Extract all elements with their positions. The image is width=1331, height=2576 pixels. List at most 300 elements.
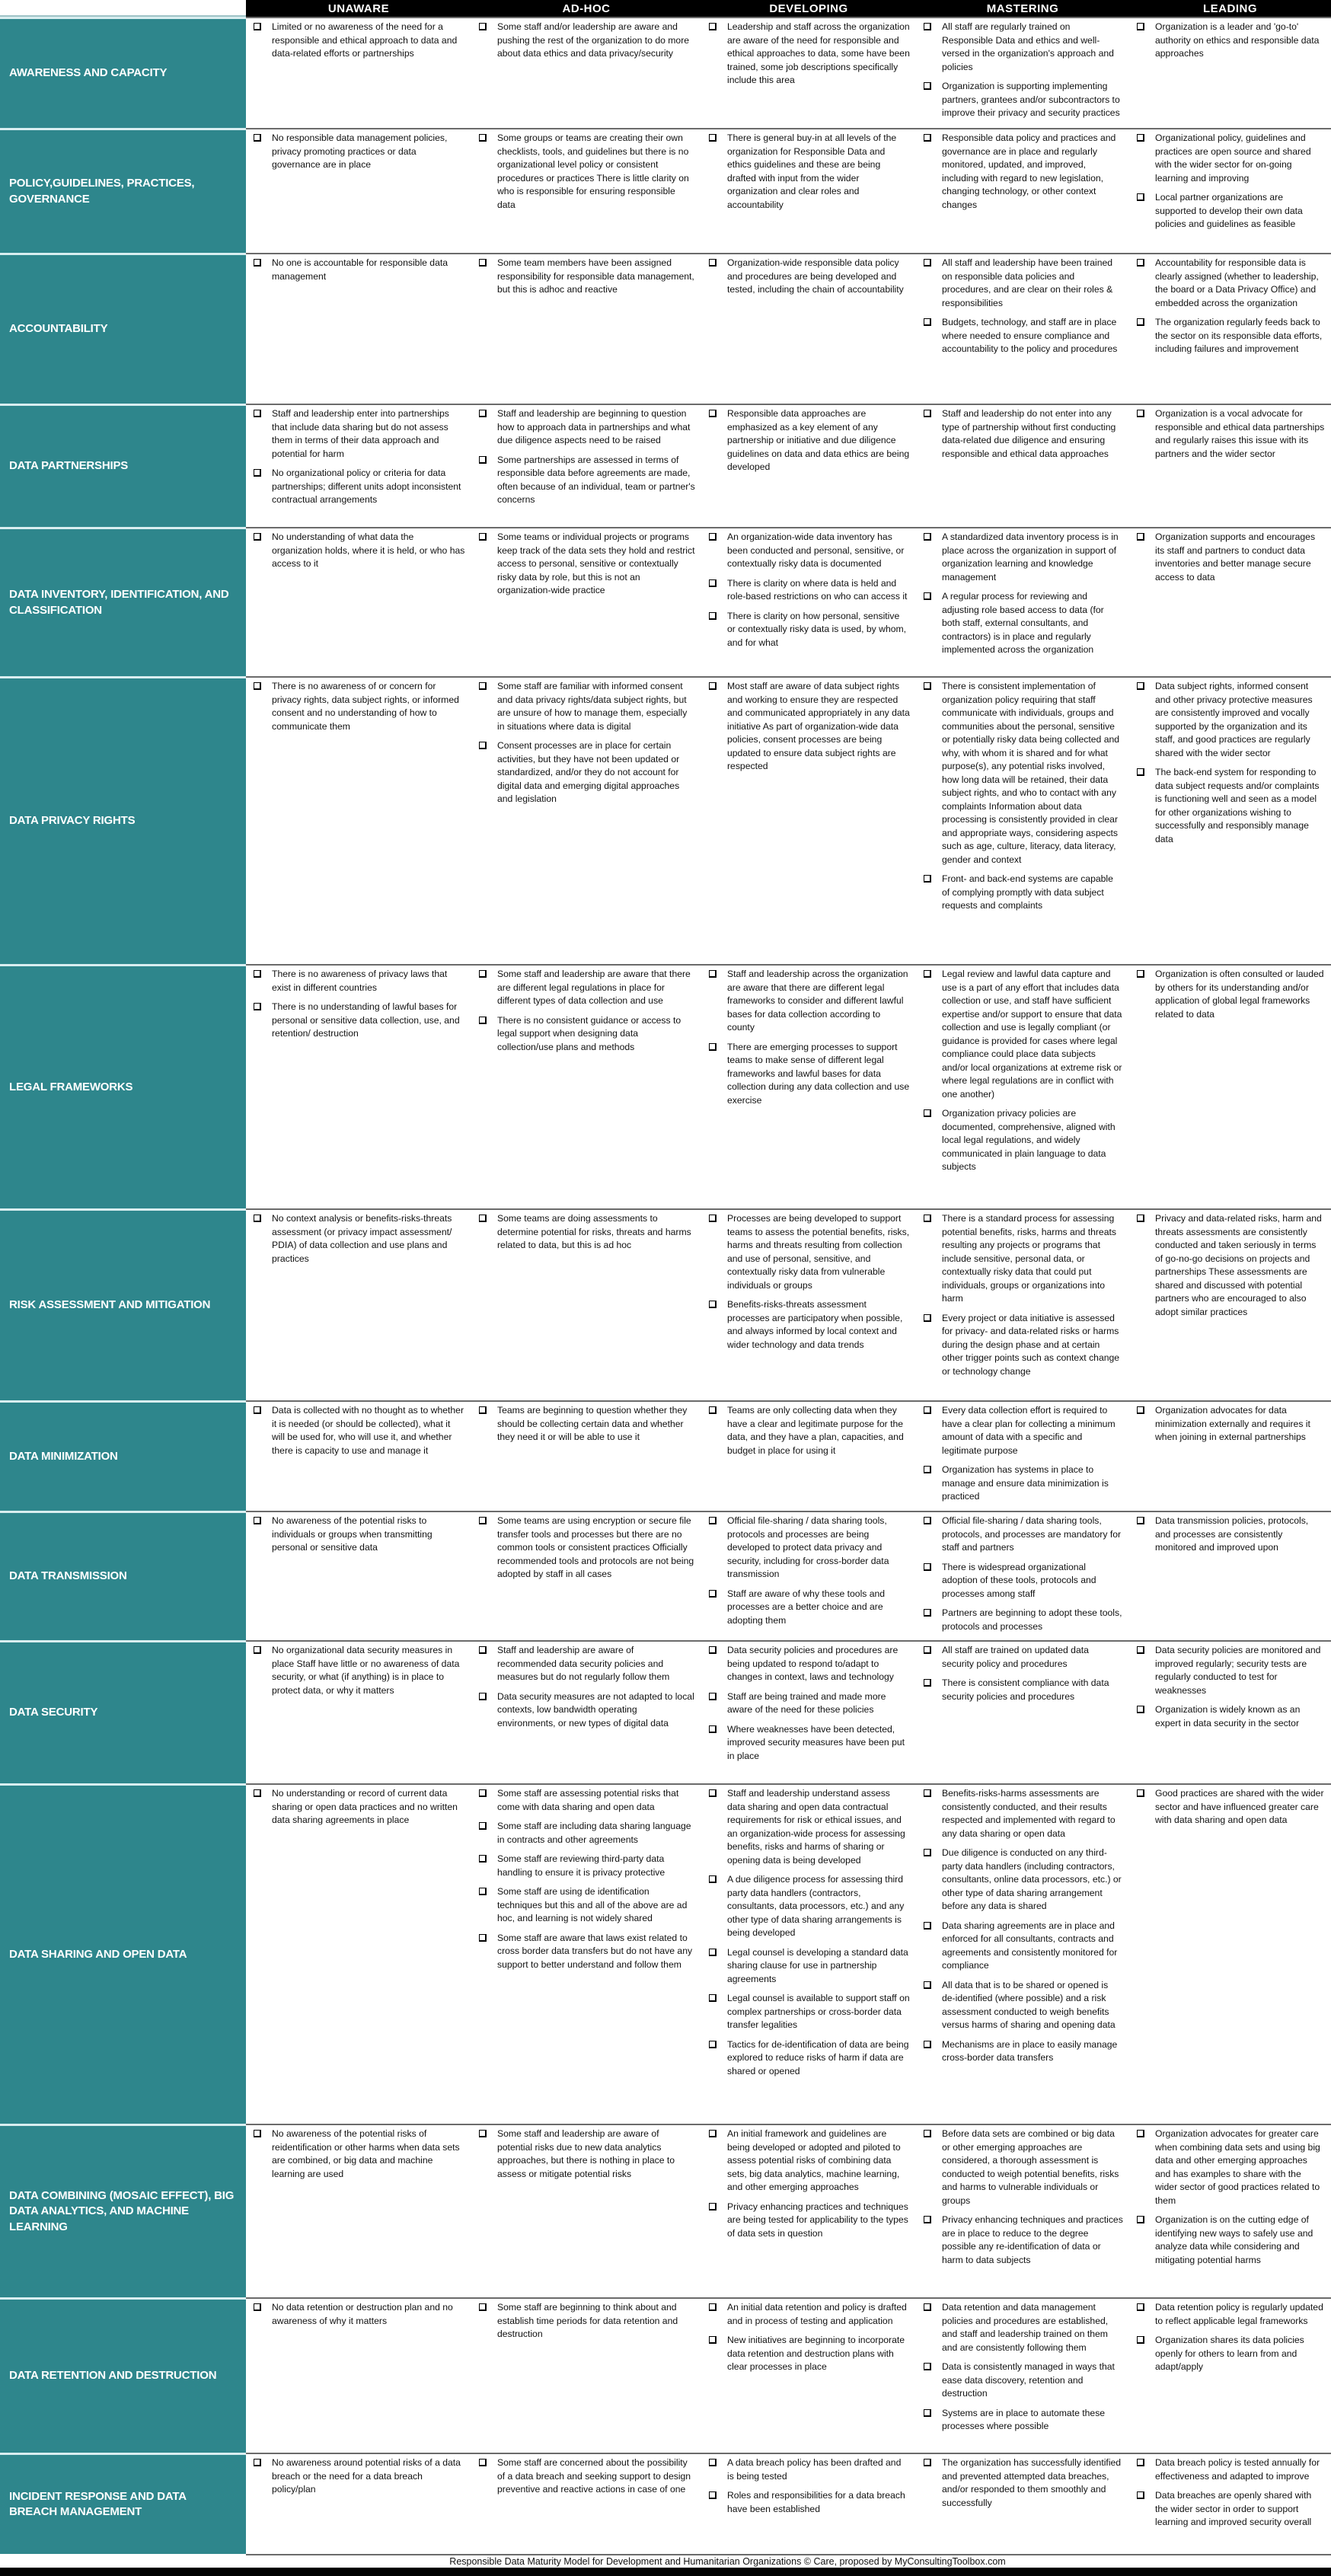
criterion-text: No understanding of what data the organization holds, where it is held, or who has access to it: [272, 531, 465, 569]
checkbox-icon[interactable]: [1137, 318, 1144, 326]
checkbox-icon[interactable]: [1137, 1706, 1144, 1713]
checkbox-icon[interactable]: [709, 2336, 717, 2344]
level-cell-leading: [1129, 1640, 1331, 1783]
checkbox-icon[interactable]: [709, 1949, 717, 1956]
criterion-item: [922, 1607, 1123, 1633]
checkbox-icon[interactable]: [1137, 134, 1144, 142]
criterion-item: [252, 1404, 465, 1457]
checkbox-icon[interactable]: [924, 1679, 931, 1687]
level-cell-mastering: [916, 128, 1129, 253]
checkbox-icon[interactable]: [254, 1517, 261, 1524]
checkbox-icon[interactable]: [709, 1789, 717, 1797]
checkbox-icon[interactable]: [254, 1646, 261, 1654]
criterion-text: Benefits-risks-harms assessments are consistently conducted, and their results respected and implemented with regard to any data sharing or open data: [942, 1788, 1116, 1839]
criterion-item: [477, 1212, 695, 1253]
table-row: [0, 527, 1331, 676]
checkbox-icon[interactable]: [479, 1934, 487, 1942]
checkbox-icon[interactable]: [924, 1789, 931, 1797]
checkbox-icon[interactable]: [1137, 1517, 1144, 1524]
criterion-text: No responsible data management policies, privacy promoting practices or data governance are in place: [272, 132, 448, 170]
checkbox-icon[interactable]: [709, 2203, 717, 2211]
criterion-text: Roles and responsibilities for a data breach have been established: [727, 2490, 905, 2514]
checkbox-icon[interactable]: [479, 1888, 487, 1895]
criterion-text: Organization privacy policies are documented, comprehensive, aligned with local legal regulations, and widely communicated in plain language to data subjects: [942, 1108, 1116, 1172]
checkbox-icon[interactable]: [254, 2303, 261, 2311]
checkbox-icon[interactable]: [1137, 2491, 1144, 2499]
criterion-item: [707, 1298, 910, 1352]
checkbox-icon[interactable]: [924, 23, 931, 30]
checkbox-icon[interactable]: [1137, 410, 1144, 417]
dimension-label: INCIDENT RESPONSE AND DATA BREACH MANAGEMENT: [0, 2453, 246, 2554]
checkbox-icon[interactable]: [924, 875, 931, 883]
checkbox-icon[interactable]: [709, 579, 717, 587]
criterion-text: Privacy and data-related risks, harm and threats assessments are consistently conducted and taken seriously in terms of go-no-go decisions on projects and partnerships These assessments are shared and discussed with potential partners who are encouraged to also adopt similar practices: [1155, 1213, 1322, 1317]
criterion-item: [477, 407, 695, 448]
level-cell-unaware: [246, 128, 471, 253]
table-row: [0, 404, 1331, 527]
checkbox-icon[interactable]: [709, 1406, 717, 1414]
level-cell-unaware: [246, 2453, 471, 2554]
criterion-item: [707, 2201, 910, 2241]
dimension-label: DATA COMBINING (MOSAIC EFFECT), BIG DATA ANALYTICS, AND MACHINE LEARNING: [0, 2124, 246, 2297]
checkbox-icon[interactable]: [709, 1875, 717, 1883]
checkbox-icon[interactable]: [924, 1215, 931, 1222]
checkbox-icon[interactable]: [479, 533, 487, 541]
criterion-text: Organization has systems in place to manage and ensure data minimization is practiced: [942, 1464, 1109, 1502]
checkbox-icon[interactable]: [709, 682, 717, 690]
criterion-text: There is clarity on where data is held and role-based restrictions on who can access it: [727, 577, 908, 602]
checkbox-icon[interactable]: [924, 1849, 931, 1856]
criterion-text: All staff are regularly trained on Responsible Data and ethics and well-versed in the organization's approach and policies: [942, 21, 1114, 72]
level-cell-leading: [1129, 1400, 1331, 1511]
checkbox-icon[interactable]: [479, 970, 487, 978]
header-row: [0, 0, 1331, 17]
criterion-item: [477, 531, 695, 598]
dimension-label: DATA TRANSMISSION: [0, 1511, 246, 1640]
checkbox-icon[interactable]: [254, 1003, 261, 1010]
criterion-item: [1135, 531, 1325, 584]
criterion-text: Consent processes are in place for certain activities, but they have not been updated or standardized, and/or they do not account for digital data and emerging digital approaches and legislation: [497, 740, 680, 804]
criterion-text: Local partner organizations are supported to develop their own data policies and guidelines as feasible: [1155, 192, 1303, 229]
criterion-item: [252, 1212, 465, 1266]
checkbox-icon[interactable]: [254, 259, 261, 267]
criterion-item: [252, 1515, 465, 1555]
criterion-text: Staff and leadership across the organization are aware that there are different legal frameworks to consider and different lawful bases for data collection according to county: [727, 969, 908, 1033]
checkbox-icon[interactable]: [709, 533, 717, 541]
checkbox-icon[interactable]: [254, 533, 261, 541]
checkbox-icon[interactable]: [479, 1855, 487, 1863]
checkbox-icon[interactable]: [479, 1789, 487, 1797]
level-cell-leading: [1129, 1511, 1331, 1640]
checkbox-icon[interactable]: [709, 1517, 717, 1524]
criterion-text: Some staff and leadership are aware of potential risks due to new data analytics approaches, but there is nothing in place to assess or mitigate potential risks: [497, 2128, 675, 2179]
criterion-text: There is no awareness of privacy laws that exist in different countries: [272, 969, 448, 993]
criterion-item: [922, 2407, 1123, 2434]
criterion-text: There are emerging processes to support teams to make sense of different legal frameworks and lawful bases for data collection during any data collection and use exercise: [727, 1041, 910, 1106]
level-cell-developing: [701, 253, 916, 404]
checkbox-icon[interactable]: [479, 682, 487, 690]
checkbox-icon[interactable]: [254, 1215, 261, 1222]
checkbox-icon[interactable]: [479, 23, 487, 30]
criterion-item: [477, 132, 695, 212]
checkbox-icon[interactable]: [479, 259, 487, 267]
checkbox-icon[interactable]: [479, 1646, 487, 1654]
checkbox-icon[interactable]: [709, 1301, 717, 1308]
criterion-text: An initial data retention and policy is drafted and in process of testing and application: [727, 2302, 907, 2326]
checkbox-icon[interactable]: [1137, 2216, 1144, 2223]
checkbox-icon[interactable]: [924, 533, 931, 541]
checkbox-icon[interactable]: [1137, 1646, 1144, 1654]
criterion-text: No organizational policy or criteria for data partnerships; different units adopt inconsistent contractual arrangements: [272, 468, 461, 505]
level-cell-mastering: [916, 2297, 1129, 2453]
criterion-text: Some groups or teams are creating their own checklists, tools, and guidelines but there is no organizational level policy or consistent procedures or practices There is little clarity on who is responsible for ensuring responsible data: [497, 132, 689, 210]
checkbox-icon[interactable]: [254, 1406, 261, 1414]
checkbox-icon[interactable]: [709, 2130, 717, 2137]
criterion-text: Organization-wide responsible data policy and procedures are being developed and tested, including the chain of accountability: [727, 257, 904, 295]
level-cell-ad-hoc: [471, 404, 701, 527]
criterion-item: [1135, 191, 1325, 231]
criterion-text: Organization is a leader and 'go-to' authority on ethics and responsible data approaches: [1155, 21, 1320, 59]
level-cell-unaware: [246, 17, 471, 128]
criterion-item: [1135, 1644, 1325, 1697]
criterion-text: No one is accountable for responsible data management: [272, 257, 448, 282]
checkbox-icon[interactable]: [479, 1017, 487, 1024]
checkbox-icon[interactable]: [709, 1994, 717, 2002]
criterion-text: Responsible data policy and practices and governance are in place and regularly monitored, updated, and improved, including with regard to new legislation, changing technology, or other context changes: [942, 132, 1116, 210]
checkbox-icon[interactable]: [709, 970, 717, 978]
criterion-text: Some staff are familiar with informed consent and data privacy rights/data subject rights, but are unsure of how to manage them, especially in situations where data is digital: [497, 681, 688, 732]
checkbox-icon[interactable]: [479, 2459, 487, 2466]
criterion-item: [922, 2038, 1123, 2065]
checkbox-icon[interactable]: [924, 82, 931, 90]
checkbox-icon[interactable]: [924, 682, 931, 690]
level-header-unaware: UNAWARE: [246, 0, 471, 17]
checkbox-icon[interactable]: [254, 469, 261, 477]
level-cell-leading: [1129, 253, 1331, 404]
level-cell-developing: [701, 676, 916, 964]
criterion-text: Limited or no awareness of the need for a responsible and ethical approach to data and data-related efforts or partnerships: [272, 21, 458, 59]
checkbox-icon[interactable]: [709, 134, 717, 142]
criterion-text: There is consistent implementation of organization policy requiring that staff communicate with individuals, groups and communities about the personal, sensitive or potentially risky data being collected and why, with whom it is shared and for what purpose(s), any potential risks involved, how long data will be retained, their data subject rights, and who to contact with any complaints Information about data processing is consistently provided in clear and appropriate ways, considering aspects such as age, culture, literacy, data literacy, gender and context: [942, 681, 1120, 865]
checkbox-icon[interactable]: [709, 410, 717, 417]
checkbox-icon[interactable]: [479, 1215, 487, 1222]
level-cell-mastering: [916, 1783, 1129, 2124]
checkbox-icon[interactable]: [709, 2303, 717, 2311]
criterion-text: Partners are beginning to adopt these tools, protocols and processes: [942, 1607, 1122, 1632]
criterion-item: [1135, 1515, 1325, 1555]
dimension-label: DATA INVENTORY, IDENTIFICATION, AND CLASSIFICATION: [0, 527, 246, 676]
checkbox-icon[interactable]: [1137, 23, 1144, 30]
table-row: [0, 17, 1331, 128]
checkbox-icon[interactable]: [709, 259, 717, 267]
checkbox-icon[interactable]: [924, 1406, 931, 1414]
criterion-item: [252, 132, 465, 172]
dimension-label: AWARENESS AND CAPACITY: [0, 17, 246, 128]
level-cell-developing: [701, 964, 916, 1208]
table-row: [0, 2453, 1331, 2554]
level-cell-developing: [701, 404, 916, 527]
criterion-item: [477, 2128, 695, 2181]
criterion-text: An initial framework and guidelines are being developed or adopted and piloted to assess potential risks of combining data sets, big data analytics, machine learning, and other emerging approaches: [727, 2128, 901, 2192]
checkbox-icon[interactable]: [709, 1590, 717, 1598]
criterion-text: Organization is on the cutting edge of identifying new ways to safely use and analyze data while considering and mitigating potential harms: [1155, 2214, 1313, 2265]
level-cell-mastering: [916, 1208, 1129, 1400]
checkbox-icon[interactable]: [254, 23, 261, 30]
checkbox-icon[interactable]: [709, 1043, 717, 1051]
checkbox-icon[interactable]: [924, 1314, 931, 1322]
checkbox-icon[interactable]: [709, 23, 717, 30]
dimension-label: DATA RETENTION AND DESTRUCTION: [0, 2297, 246, 2453]
criterion-item: [707, 1588, 910, 1628]
criterion-item: [1135, 680, 1325, 760]
checkbox-icon[interactable]: [924, 1646, 931, 1654]
footer: [0, 2554, 1331, 2568]
checkbox-icon[interactable]: [924, 970, 931, 978]
checkbox-icon[interactable]: [479, 2303, 487, 2311]
checkbox-icon[interactable]: [1137, 682, 1144, 690]
criterion-text: There is consistent compliance with data security policies and procedures: [942, 1677, 1109, 1702]
criterion-item: [1135, 2456, 1325, 2483]
checkbox-icon[interactable]: [1137, 1789, 1144, 1797]
level-cell-ad-hoc: [471, 1640, 701, 1783]
level-cell-unaware: [246, 1400, 471, 1511]
checkbox-icon[interactable]: [924, 2363, 931, 2370]
checkbox-icon[interactable]: [709, 2491, 717, 2499]
criterion-text: Data breach policy is tested annually for effectiveness and adapted to improve: [1155, 2457, 1320, 2482]
criterion-text: There is widespread organizational adoption of these tools, protocols and processes among staff: [942, 1561, 1096, 1599]
criterion-item: [252, 2301, 465, 2328]
criterion-text: A due diligence process for assessing third party data handlers (contractors, consultants, data processors, etc.) and any other type of data sharing arrangements is being developed: [727, 1874, 905, 1938]
checkbox-icon[interactable]: [709, 1693, 717, 1700]
checkbox-icon[interactable]: [924, 1609, 931, 1617]
criterion-item: [922, 257, 1123, 310]
level-cell-developing: [701, 1640, 916, 1783]
checkbox-icon[interactable]: [709, 2459, 717, 2466]
criterion-text: Some staff are using de identification techniques but this and all of the above are ad hoc, and learning is not widely shared: [497, 1886, 688, 1923]
level-cell-mastering: [916, 2124, 1129, 2297]
level-cell-developing: [701, 527, 916, 676]
checkbox-icon[interactable]: [1137, 533, 1144, 541]
level-cell-ad-hoc: [471, 527, 701, 676]
criterion-item: [922, 1561, 1123, 1601]
criterion-text: Privacy enhancing practices and techniques are being tested for applicability to the types of data sets in question: [727, 2201, 908, 2239]
criterion-item: [707, 2456, 910, 2483]
checkbox-icon[interactable]: [709, 1215, 717, 1222]
level-cell-unaware: [246, 404, 471, 527]
checkbox-icon[interactable]: [924, 1109, 931, 1117]
checkbox-icon[interactable]: [1137, 2303, 1144, 2311]
checkbox-icon[interactable]: [924, 318, 931, 326]
criterion-item: [707, 1946, 910, 1987]
checkbox-icon[interactable]: [924, 1517, 931, 1524]
criterion-item: [252, 1644, 465, 1697]
criterion-text: Organizational policy, guidelines and practices are open source and shared with the wider sector for on-going learning and improving: [1155, 132, 1311, 184]
level-cell-leading: [1129, 17, 1331, 128]
checkbox-icon[interactable]: [254, 682, 261, 690]
table-body: [0, 17, 1331, 2554]
criterion-item: [252, 1001, 465, 1041]
criterion-item: [1135, 2128, 1325, 2207]
criterion-text: Data retention and data management policies and procedures are established, and staff and leadership trained on them and are consistently following them: [942, 2302, 1109, 2353]
dimension-label: POLICY,GUIDELINES, PRACTICES, GOVERNANCE: [0, 128, 246, 253]
level-cell-leading: [1129, 676, 1331, 964]
checkbox-icon[interactable]: [924, 1922, 931, 1930]
level-cell-mastering: [916, 676, 1129, 964]
level-cell-ad-hoc: [471, 2297, 701, 2453]
criterion-item: [1135, 21, 1325, 61]
criterion-text: There is no awareness of or concern for privacy rights, data subject rights, or informed consent and no understanding of how to communicate them: [272, 681, 459, 732]
criterion-text: Some staff and leadership are aware that there are different legal regulations in place for different types of data collection and use: [497, 969, 691, 1006]
checkbox-icon[interactable]: [924, 592, 931, 600]
dimension-label: RISK ASSESSMENT AND MITIGATION: [0, 1208, 246, 1400]
criterion-item: [922, 531, 1123, 584]
level-cell-mastering: [916, 1400, 1129, 1511]
level-cell-ad-hoc: [471, 1208, 701, 1400]
checkbox-icon[interactable]: [924, 2041, 931, 2048]
criterion-item: [707, 1873, 910, 1940]
criterion-item: [252, 467, 465, 507]
checkbox-icon[interactable]: [479, 1517, 487, 1524]
criterion-text: Data is collected with no thought as to whether it is needed (or should be collected), what it will be used for, who will use it, and whether there is capacity to use and manage it: [272, 1405, 464, 1456]
criterion-item: [477, 2456, 695, 2497]
criterion-text: Processes are being developed to support teams to assess the potential benefits, risks, harms and threats resulting from collection and use of personal, sensitive, and contextually risky data from vulnerable individuals or groups: [727, 1213, 910, 1291]
checkbox-icon[interactable]: [254, 134, 261, 142]
dimension-label: DATA PRIVACY RIGHTS: [0, 676, 246, 964]
criterion-text: Data sharing agreements are in place and enforced for all consultants, contracts and agreements and consistently monitored for compliance: [942, 1920, 1118, 1971]
checkbox-icon[interactable]: [1137, 1406, 1144, 1414]
criterion-item: [922, 1107, 1123, 1174]
level-header-developing: DEVELOPING: [701, 0, 916, 17]
checkbox-icon[interactable]: [254, 1789, 261, 1797]
criterion-item: [922, 1644, 1123, 1671]
criterion-text: Organization is a vocal advocate for responsible and ethical data partnerships and regularly raises this issue with its partners and the wider sector: [1155, 408, 1325, 459]
dimension-label: LEGAL FRAMEWORKS: [0, 964, 246, 1208]
checkbox-icon[interactable]: [1137, 259, 1144, 267]
checkbox-icon[interactable]: [709, 612, 717, 620]
level-cell-mastering: [916, 527, 1129, 676]
criterion-item: [707, 2038, 910, 2079]
criterion-item: [1135, 316, 1325, 356]
checkbox-icon[interactable]: [1137, 768, 1144, 776]
level-cell-mastering: [916, 253, 1129, 404]
checkbox-icon[interactable]: [924, 2303, 931, 2311]
checkbox-icon[interactable]: [254, 2459, 261, 2466]
criterion-item: [707, 2301, 910, 2328]
criterion-item: [707, 680, 910, 774]
checkbox-icon[interactable]: [924, 1563, 931, 1571]
checkbox-icon[interactable]: [1137, 1215, 1144, 1222]
level-cell-leading: [1129, 1208, 1331, 1400]
criterion-item: [707, 407, 910, 474]
criterion-text: All data that is to be shared or opened is de-identified (where possible) and a risk assessment conducted to weigh benefits versus harms of sharing and opening data: [942, 1979, 1116, 2030]
checkbox-icon[interactable]: [924, 2409, 931, 2417]
checkbox-icon[interactable]: [254, 970, 261, 978]
criterion-text: Legal review and lawful data capture and use is a part of any effort that includes data collection or use, and staff have sufficient expertise and/or support to ensure that data collection and use is legally compliant (or guidance is provided for cases where legal compliance could place data subjects and/or local organizations at extreme risk or where legal regulations are in conflict with one another): [942, 969, 1122, 1100]
criterion-text: Staff and leadership understand assess data sharing and open data contractual requirements for risk or ethical issues, and an organization-wide process for assessing benefits, risks and harms of sharing or opening data is being developed: [727, 1788, 905, 1866]
criterion-item: [922, 2214, 1123, 2267]
criterion-text: Front- and back-end systems are capable of complying promptly with data subject requests and complaints: [942, 873, 1113, 911]
criterion-item: [922, 968, 1123, 1101]
criterion-text: No data retention or destruction plan and no awareness of why it matters: [272, 2302, 453, 2326]
criterion-text: Teams are only collecting data when they have a clear and legitimate purpose for the data, and they have a plan, capacities, and budget in place for using it: [727, 1405, 904, 1456]
level-cell-developing: [701, 1208, 916, 1400]
checkbox-icon[interactable]: [479, 2130, 487, 2137]
checkbox-icon[interactable]: [479, 742, 487, 749]
criterion-item: [922, 1212, 1123, 1306]
checkbox-icon[interactable]: [924, 259, 931, 267]
criterion-text: An organization-wide data inventory has been conducted and personal, sensitive, or contextually risky data is documented: [727, 531, 905, 569]
criterion-text: Organization advocates for greater care when combining data sets and using big data and other emerging approaches and has examples to share with the wider sector of good practices related to them: [1155, 2128, 1320, 2206]
criterion-text: Some teams are using encryption or secure file transfer tools and processes but there are no common tools or consistent practices Officially recommended tools and protocols are not being adopted by staff in all cases: [497, 1515, 694, 1579]
checkbox-icon[interactable]: [479, 1693, 487, 1700]
checkbox-icon[interactable]: [924, 2216, 931, 2223]
criterion-item: [477, 2301, 695, 2341]
criterion-text: Leadership and staff across the organization are aware of the need for responsible and ethical approaches to data, some have been trained, some job descriptions specifically include this area: [727, 21, 910, 85]
checkbox-icon[interactable]: [924, 2130, 931, 2137]
criterion-text: No understanding or record of current data sharing or open data practices and no written data sharing agreements in place: [272, 1788, 458, 1825]
criterion-item: [1135, 257, 1325, 310]
checkbox-icon[interactable]: [924, 410, 931, 417]
dimension-label: DATA SHARING AND OPEN DATA: [0, 1783, 246, 2124]
checkbox-icon[interactable]: [1137, 970, 1144, 978]
checkbox-icon[interactable]: [479, 456, 487, 464]
criterion-text: A regular process for reviewing and adjusting role based access to data (for both staff, external consultants, and contractors) is in place and regularly implemented across the organization: [942, 591, 1104, 655]
criterion-text: A standardized data inventory process is in place across the organization in support of organization learning and knowledge management: [942, 531, 1119, 583]
table-row: [0, 1511, 1331, 1640]
criterion-item: [922, 1979, 1123, 2032]
checkbox-icon[interactable]: [1137, 2459, 1144, 2466]
checkbox-icon[interactable]: [709, 1725, 717, 1733]
checkbox-icon[interactable]: [924, 1981, 931, 1989]
criterion-item: [922, 316, 1123, 356]
checkbox-icon[interactable]: [479, 134, 487, 142]
criterion-text: Every data collection effort is required to have a clear plan for collecting a minimum amount of data with a specific and legitimate purpose: [942, 1405, 1116, 1456]
criterion-item: [477, 680, 695, 733]
criterion-text: Staff and leadership enter into partnerships that include data sharing but do not assess them in terms of their data approach and potential for harm: [272, 408, 449, 459]
checkbox-icon[interactable]: [924, 134, 931, 142]
criterion-item: [1135, 407, 1325, 461]
checkbox-icon[interactable]: [709, 2041, 717, 2048]
checkbox-icon[interactable]: [924, 2459, 931, 2466]
table-row: [0, 1400, 1331, 1511]
checkbox-icon[interactable]: [1137, 2130, 1144, 2137]
checkbox-icon[interactable]: [479, 1406, 487, 1414]
criterion-item: [1135, 1212, 1325, 1319]
level-cell-unaware: [246, 1640, 471, 1783]
criterion-text: Every project or data initiative is assessed for privacy- and data-related risks or harms during the design phase and at certain other trigger points such as context change or technology change: [942, 1312, 1120, 1377]
checkbox-icon[interactable]: [479, 410, 487, 417]
criterion-item: [707, 2128, 910, 2195]
criterion-item: [922, 2361, 1123, 2401]
level-cell-ad-hoc: [471, 253, 701, 404]
criterion-item: [707, 1723, 910, 1764]
criterion-item: [1135, 2214, 1325, 2267]
checkbox-icon[interactable]: [1137, 2336, 1144, 2344]
criterion-item: [707, 1515, 910, 1582]
level-cell-developing: [701, 2297, 916, 2453]
checkbox-icon[interactable]: [1137, 193, 1144, 201]
checkbox-icon[interactable]: [479, 1822, 487, 1830]
criterion-item: [922, 1404, 1123, 1457]
checkbox-icon[interactable]: [254, 410, 261, 417]
criterion-item: [922, 407, 1123, 461]
checkbox-icon[interactable]: [254, 2130, 261, 2137]
criterion-item: [707, 2489, 910, 2516]
level-cell-mastering: [916, 404, 1129, 527]
checkbox-icon[interactable]: [709, 1646, 717, 1654]
criterion-text: Legal counsel is developing a standard data sharing clause for use in partnership agreements: [727, 1946, 908, 1984]
checkbox-icon[interactable]: [924, 1466, 931, 1473]
